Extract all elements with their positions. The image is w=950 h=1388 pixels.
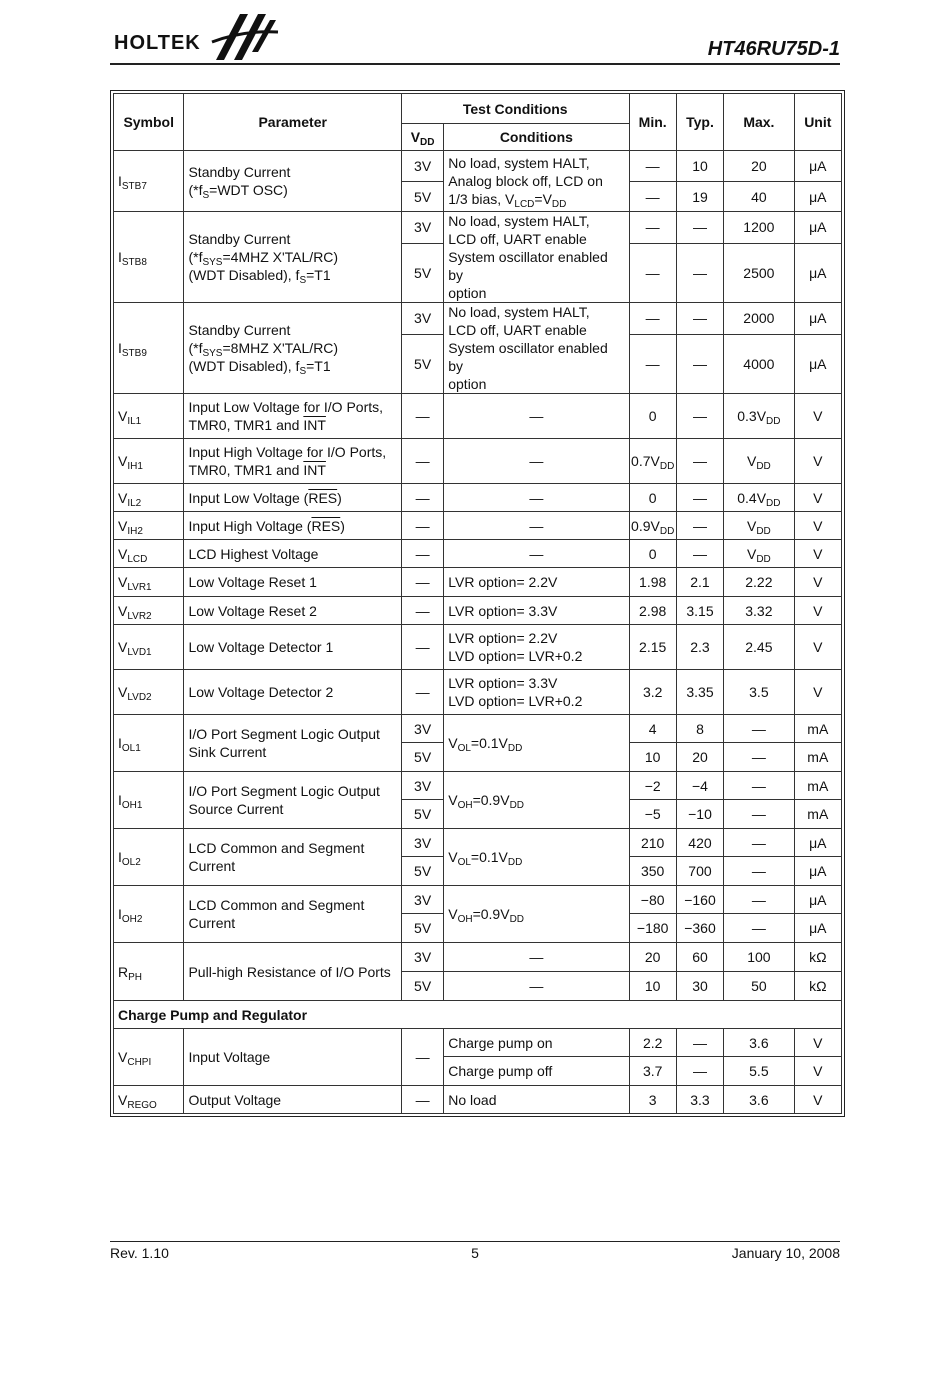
parameter-cell: Output Voltage bbox=[184, 1086, 401, 1114]
symbol-cell: $V_{REGO}$ bbox=[114, 1086, 184, 1114]
symbol-cell: $V_{IH1}$ bbox=[114, 439, 184, 484]
conditions-cell: — bbox=[444, 394, 629, 439]
min-cell: −180 bbox=[629, 914, 676, 943]
max-cell: 20 bbox=[724, 151, 794, 182]
parameter-cell: Pull-high Resistance of I/O Ports bbox=[184, 943, 401, 1001]
typ-cell: −360 bbox=[676, 914, 723, 943]
parameter-cell: LCD Common and Segment Current bbox=[184, 886, 401, 943]
unit-cell: V bbox=[794, 568, 841, 597]
typ-cell: 2.1 bbox=[676, 568, 723, 597]
unit-cell: μA bbox=[794, 303, 841, 335]
max-cell: 2500 bbox=[724, 243, 794, 302]
symbol-cell: $I_{OH2}$ bbox=[114, 886, 184, 943]
min-cell: 3.7 bbox=[629, 1057, 676, 1086]
table-row bbox=[114, 151, 842, 182]
vdd-cell: — bbox=[401, 512, 443, 540]
unit-cell: V bbox=[794, 1086, 841, 1114]
vdd-cell: 3V bbox=[401, 886, 443, 914]
min-cell: 2.98 bbox=[629, 597, 676, 625]
min-cell: 3 bbox=[629, 1086, 676, 1114]
unit-cell: μA bbox=[794, 182, 841, 212]
min-cell: 20 bbox=[629, 943, 676, 972]
typ-cell: 20 bbox=[676, 743, 723, 772]
section-row bbox=[114, 1001, 842, 1029]
max-cell: — bbox=[724, 829, 794, 857]
vdd-cell: — bbox=[401, 670, 443, 715]
vdd-cell: 5V bbox=[401, 182, 443, 212]
vdd-cell: — bbox=[401, 394, 443, 439]
vdd-cell: 5V bbox=[401, 743, 443, 772]
parameter-cell: Low Voltage Detector 2 bbox=[184, 670, 401, 715]
parameter-cell: I/O Port Segment Logic Output Source Current bbox=[184, 772, 401, 829]
conditions-cell: — bbox=[444, 943, 629, 972]
conditions-cell: No load, system HALT, LCD off, UART enable System oscillator enabled by option bbox=[444, 303, 629, 394]
symbol-cell: $V_{IH2}$ bbox=[114, 512, 184, 540]
revision-label: Rev. 1.10 bbox=[110, 1245, 169, 1261]
min-cell: — bbox=[629, 243, 676, 302]
typ-cell: — bbox=[676, 334, 723, 393]
vdd-cell: 5V bbox=[401, 857, 443, 886]
min-cell: 2.2 bbox=[629, 1029, 676, 1057]
document-date: January 10, 2008 bbox=[731, 1245, 840, 1261]
table-row bbox=[114, 625, 842, 670]
min-cell: — bbox=[629, 182, 676, 212]
max-cell: 5.5 bbox=[724, 1057, 794, 1086]
symbol-cell: $I_{OH1}$ bbox=[114, 772, 184, 829]
parameter-cell: Low Voltage Reset 1 bbox=[184, 568, 401, 597]
min-cell: 210 bbox=[629, 829, 676, 857]
min-cell: $0.9V_{DD}$ bbox=[629, 512, 676, 540]
min-cell: −5 bbox=[629, 800, 676, 829]
conditions-cell: — bbox=[444, 484, 629, 512]
unit-cell: V bbox=[794, 484, 841, 512]
symbol-cell: $I_{OL2}$ bbox=[114, 829, 184, 886]
typ-cell: 3.3 bbox=[676, 1086, 723, 1114]
typ-cell: — bbox=[676, 1057, 723, 1086]
unit-cell: V bbox=[794, 597, 841, 625]
min-cell: — bbox=[629, 212, 676, 244]
typ-cell: 8 bbox=[676, 715, 723, 743]
unit-cell: V bbox=[794, 394, 841, 439]
parameter-cell: Standby Current ($*f_{SYS}=8MHZ$ X'TAL/RC) (WDT Disabled), $f_S=T1$ bbox=[184, 303, 401, 394]
typ-cell: 10 bbox=[676, 151, 723, 182]
table-row bbox=[114, 886, 842, 914]
header-test-conditions: Test Conditions bbox=[401, 94, 629, 124]
header-symbol: Symbol bbox=[114, 94, 184, 151]
table-row bbox=[114, 1029, 842, 1057]
table-row bbox=[114, 597, 842, 625]
min-cell: 0 bbox=[629, 484, 676, 512]
typ-cell: — bbox=[676, 484, 723, 512]
unit-cell: μA bbox=[794, 243, 841, 302]
min-cell: 10 bbox=[629, 972, 676, 1001]
footer-divider bbox=[110, 1241, 840, 1242]
dc-characteristics-table bbox=[113, 93, 842, 1114]
vdd-cell: 3V bbox=[401, 715, 443, 743]
header-vdd: $V_{DD}$ bbox=[401, 124, 443, 151]
table-row bbox=[114, 772, 842, 800]
header-parameter: Parameter bbox=[184, 94, 401, 151]
conditions-cell: — bbox=[444, 512, 629, 540]
typ-cell: — bbox=[676, 303, 723, 335]
table-row bbox=[114, 715, 842, 743]
parameter-cell: I/O Port Segment Logic Output Sink Current bbox=[184, 715, 401, 772]
max-cell: $V_{DD}$ bbox=[724, 540, 794, 568]
table-row bbox=[114, 540, 842, 568]
unit-cell: V bbox=[794, 1057, 841, 1086]
unit-cell: mA bbox=[794, 715, 841, 743]
parameter-cell: LCD Highest Voltage bbox=[184, 540, 401, 568]
unit-cell: V bbox=[794, 670, 841, 715]
min-cell: 10 bbox=[629, 743, 676, 772]
vdd-cell: 3V bbox=[401, 212, 443, 244]
table-row bbox=[114, 512, 842, 540]
max-cell: $0.3V_{DD}$ bbox=[724, 394, 794, 439]
typ-cell: 60 bbox=[676, 943, 723, 972]
max-cell: — bbox=[724, 857, 794, 886]
unit-cell: μA bbox=[794, 886, 841, 914]
typ-cell: — bbox=[676, 540, 723, 568]
conditions-cell: — bbox=[444, 540, 629, 568]
unit-cell: V bbox=[794, 439, 841, 484]
parameter-cell: Standby Current ($*f_S=WDT$ OSC) bbox=[184, 151, 401, 212]
table-row bbox=[114, 670, 842, 715]
max-cell: — bbox=[724, 743, 794, 772]
vdd-cell: 5V bbox=[401, 334, 443, 393]
parameter-cell: LCD Common and Segment Current bbox=[184, 829, 401, 886]
vdd-cell: — bbox=[401, 1029, 443, 1086]
table-row bbox=[114, 439, 842, 484]
unit-cell: μA bbox=[794, 334, 841, 393]
max-cell: 3.6 bbox=[724, 1086, 794, 1114]
unit-cell: mA bbox=[794, 800, 841, 829]
conditions-cell: $V_{OL}=0.1V_{DD}$ bbox=[444, 715, 629, 772]
typ-cell: — bbox=[676, 212, 723, 244]
page-number: 5 bbox=[471, 1245, 479, 1261]
typ-cell: — bbox=[676, 439, 723, 484]
parameter-cell: Input High Voltage for I/O Ports, TMR0, TMR1 and $\overline{INT}$ bbox=[184, 439, 401, 484]
min-cell: −2 bbox=[629, 772, 676, 800]
symbol-cell: $V_{LCD}$ bbox=[114, 540, 184, 568]
conditions-cell: No load, system HALT, Analog block off, LCD on 1/3 bias, $V_{LCD}=V_{DD}$ bbox=[444, 151, 629, 212]
holtek-logo-mark-icon bbox=[208, 8, 280, 62]
symbol-cell: $I_{STB8}$ bbox=[114, 212, 184, 303]
vdd-cell: — bbox=[401, 568, 443, 597]
conditions-cell: LVR option= 3.3V LVD option= LVR+0.2 bbox=[444, 670, 629, 715]
table-row bbox=[114, 943, 842, 972]
vdd-cell: 3V bbox=[401, 829, 443, 857]
typ-cell: 30 bbox=[676, 972, 723, 1001]
typ-cell: 700 bbox=[676, 857, 723, 886]
typ-cell: — bbox=[676, 243, 723, 302]
min-cell: — bbox=[629, 303, 676, 335]
table-row bbox=[114, 212, 842, 244]
table-row bbox=[114, 1086, 842, 1114]
max-cell: 2000 bbox=[724, 303, 794, 335]
min-cell: — bbox=[629, 334, 676, 393]
min-cell: $0.7V_{DD}$ bbox=[629, 439, 676, 484]
symbol-cell: $I_{STB9}$ bbox=[114, 303, 184, 394]
conditions-cell: $V_{OH}=0.9V_{DD}$ bbox=[444, 886, 629, 943]
symbol-cell: $V_{LVR1}$ bbox=[114, 568, 184, 597]
vdd-cell: — bbox=[401, 625, 443, 670]
min-cell: 1.98 bbox=[629, 568, 676, 597]
parameter-cell: Standby Current ($*f_{SYS}=4MHZ$ X'TAL/RC) (WDT Disabled), $f_S=T1$ bbox=[184, 212, 401, 303]
unit-cell: μA bbox=[794, 914, 841, 943]
max-cell: — bbox=[724, 800, 794, 829]
header-max: Max. bbox=[724, 94, 794, 151]
vdd-cell: 3V bbox=[401, 772, 443, 800]
unit-cell: V bbox=[794, 1029, 841, 1057]
max-cell: — bbox=[724, 914, 794, 943]
vdd-cell: — bbox=[401, 484, 443, 512]
max-cell: 40 bbox=[724, 182, 794, 212]
unit-cell: V bbox=[794, 512, 841, 540]
typ-cell: −10 bbox=[676, 800, 723, 829]
min-cell: 4 bbox=[629, 715, 676, 743]
max-cell: 3.5 bbox=[724, 670, 794, 715]
unit-cell: μA bbox=[794, 829, 841, 857]
header-divider bbox=[110, 63, 840, 65]
max-cell: — bbox=[724, 772, 794, 800]
parameter-cell: Low Voltage Reset 2 bbox=[184, 597, 401, 625]
unit-cell: μA bbox=[794, 857, 841, 886]
max-cell: 1200 bbox=[724, 212, 794, 244]
conditions-cell: — bbox=[444, 972, 629, 1001]
header-typ: Typ. bbox=[676, 94, 723, 151]
conditions-cell: LVR option= 2.2V LVD option= LVR+0.2 bbox=[444, 625, 629, 670]
max-cell: $V_{DD}$ bbox=[724, 512, 794, 540]
typ-cell: 2.3 bbox=[676, 625, 723, 670]
parameter-cell: Input Low Voltage $(\overline{RES})$ bbox=[184, 484, 401, 512]
max-cell: 2.22 bbox=[724, 568, 794, 597]
typ-cell: −4 bbox=[676, 772, 723, 800]
conditions-cell: Charge pump off bbox=[444, 1057, 629, 1086]
conditions-cell: $V_{OH}=0.9V_{DD}$ bbox=[444, 772, 629, 829]
symbol-cell: $I_{STB7}$ bbox=[114, 151, 184, 212]
min-cell: — bbox=[629, 151, 676, 182]
vdd-cell: 3V bbox=[401, 943, 443, 972]
typ-cell: 19 bbox=[676, 182, 723, 212]
conditions-cell: No load, system HALT, LCD off, UART enable System oscillator enabled by option bbox=[444, 212, 629, 303]
unit-cell: mA bbox=[794, 743, 841, 772]
max-cell: $V_{DD}$ bbox=[724, 439, 794, 484]
symbol-cell: $V_{IL1}$ bbox=[114, 394, 184, 439]
min-cell: 350 bbox=[629, 857, 676, 886]
vdd-cell: — bbox=[401, 597, 443, 625]
symbol-cell: $V_{CHPI}$ bbox=[114, 1029, 184, 1086]
table-row bbox=[114, 394, 842, 439]
table-row bbox=[114, 829, 842, 857]
min-cell: 0 bbox=[629, 540, 676, 568]
conditions-cell: LVR option= 2.2V bbox=[444, 568, 629, 597]
typ-cell: 420 bbox=[676, 829, 723, 857]
max-cell: 3.32 bbox=[724, 597, 794, 625]
unit-cell: μA bbox=[794, 212, 841, 244]
conditions-cell: Charge pump on bbox=[444, 1029, 629, 1057]
min-cell: 2.15 bbox=[629, 625, 676, 670]
typ-cell: — bbox=[676, 394, 723, 439]
vdd-cell: 5V bbox=[401, 972, 443, 1001]
typ-cell: — bbox=[676, 1029, 723, 1057]
max-cell: 50 bbox=[724, 972, 794, 1001]
dc-characteristics-table-frame bbox=[110, 90, 845, 1117]
vdd-cell: 5V bbox=[401, 914, 443, 943]
symbol-cell: $I_{OL1}$ bbox=[114, 715, 184, 772]
vdd-cell: 5V bbox=[401, 800, 443, 829]
max-cell: 4000 bbox=[724, 334, 794, 393]
max-cell: — bbox=[724, 886, 794, 914]
typ-cell: −160 bbox=[676, 886, 723, 914]
typ-cell: 3.35 bbox=[676, 670, 723, 715]
page-header bbox=[110, 0, 840, 66]
holtek-logo bbox=[114, 6, 284, 60]
typ-cell: — bbox=[676, 512, 723, 540]
header-unit: Unit bbox=[794, 94, 841, 151]
max-cell: 3.6 bbox=[724, 1029, 794, 1057]
max-cell: 100 bbox=[724, 943, 794, 972]
min-cell: 3.2 bbox=[629, 670, 676, 715]
unit-cell: V bbox=[794, 540, 841, 568]
logo-text: HOLTEK bbox=[114, 32, 201, 54]
unit-cell: μA bbox=[794, 151, 841, 182]
max-cell: — bbox=[724, 715, 794, 743]
conditions-cell: LVR option= 3.3V bbox=[444, 597, 629, 625]
table-row bbox=[114, 568, 842, 597]
typ-cell: 3.15 bbox=[676, 597, 723, 625]
conditions-cell: No load bbox=[444, 1086, 629, 1114]
section-title: Charge Pump and Regulator bbox=[114, 1001, 842, 1029]
vdd-cell: 5V bbox=[401, 243, 443, 302]
max-cell: 2.45 bbox=[724, 625, 794, 670]
symbol-cell: $V_{LVD1}$ bbox=[114, 625, 184, 670]
parameter-cell: Input High Voltage $(\overline{RES})$ bbox=[184, 512, 401, 540]
unit-cell: kΩ bbox=[794, 943, 841, 972]
document-title: HT46RU75D-1 bbox=[707, 38, 840, 60]
vdd-cell: 3V bbox=[401, 303, 443, 335]
vdd-cell: 3V bbox=[401, 151, 443, 182]
conditions-cell: $V_{OL}=0.1V_{DD}$ bbox=[444, 829, 629, 886]
unit-cell: V bbox=[794, 625, 841, 670]
conditions-cell: — bbox=[444, 439, 629, 484]
vdd-cell: — bbox=[401, 540, 443, 568]
parameter-cell: Input Voltage bbox=[184, 1029, 401, 1086]
symbol-cell: $V_{IL2}$ bbox=[114, 484, 184, 512]
unit-cell: mA bbox=[794, 772, 841, 800]
vdd-cell: — bbox=[401, 1086, 443, 1114]
vdd-cell: — bbox=[401, 439, 443, 484]
table-header-row bbox=[114, 94, 842, 124]
symbol-cell: $V_{LVD2}$ bbox=[114, 670, 184, 715]
min-cell: −80 bbox=[629, 886, 676, 914]
min-cell: 0 bbox=[629, 394, 676, 439]
parameter-cell: Low Voltage Detector 1 bbox=[184, 625, 401, 670]
table-row bbox=[114, 484, 842, 512]
table-row bbox=[114, 303, 842, 335]
parameter-cell: Input Low Voltage for I/O Ports, TMR0, TMR1 and $\overline{INT}$ bbox=[184, 394, 401, 439]
symbol-cell: $R_{PH}$ bbox=[114, 943, 184, 1001]
unit-cell: kΩ bbox=[794, 972, 841, 1001]
symbol-cell: $V_{LVR2}$ bbox=[114, 597, 184, 625]
header-min: Min. bbox=[629, 94, 676, 151]
max-cell: $0.4V_{DD}$ bbox=[724, 484, 794, 512]
header-conditions: Conditions bbox=[444, 124, 629, 151]
